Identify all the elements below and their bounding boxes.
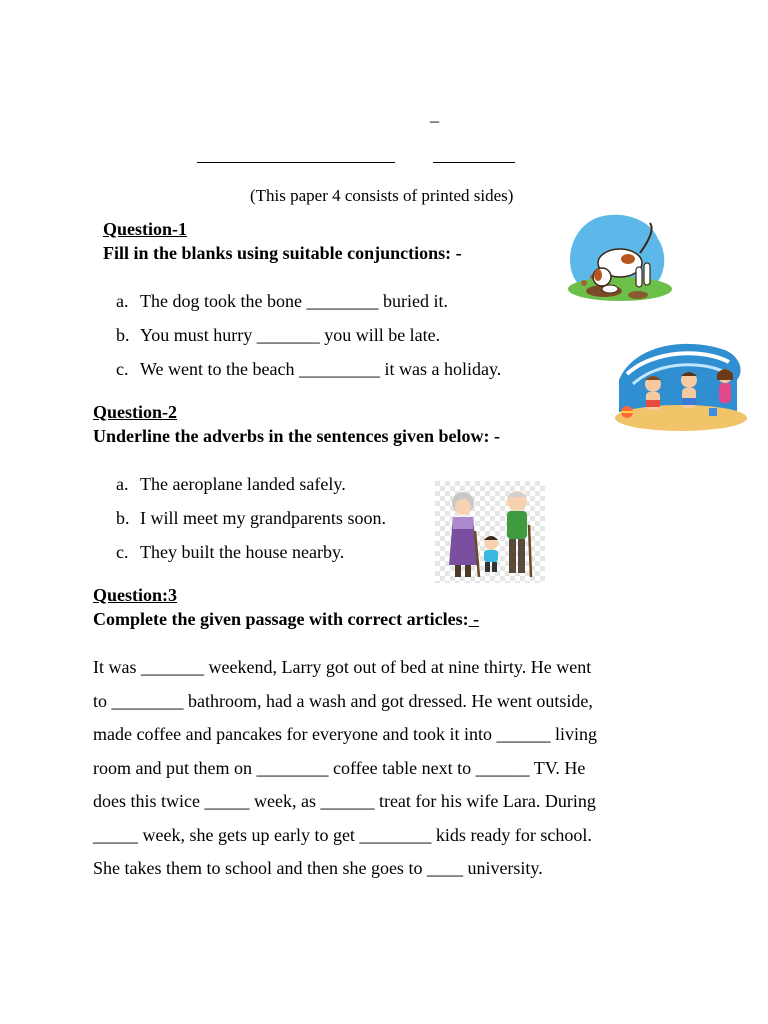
- children-at-beach-illustration: [613, 340, 748, 432]
- item-text: You must hurry _______ you will be late.: [140, 325, 441, 345]
- item-marker: c.: [116, 542, 129, 562]
- passage-line: made coffee and pancakes for everyone and took it into ______ living: [93, 724, 598, 744]
- passage-line: She takes them to school and then she goes to ____ university.: [93, 858, 543, 878]
- item-text: They built the house nearby.: [140, 542, 345, 562]
- item-marker: a.: [116, 291, 129, 311]
- passage-line: does this twice _____ week, as ______ treat for his wife Lara. During: [93, 791, 596, 811]
- passage-line: It was _______ weekend, Larry got out of bed at nine thirty. He went: [93, 657, 592, 677]
- item-marker: b.: [116, 325, 130, 345]
- passage-line: room and put them on ________ coffee table next to ______ TV. He: [93, 758, 586, 778]
- item-marker: b.: [116, 508, 130, 528]
- q1-instruction: Fill in the blanks using suitable conjunctions: -: [103, 243, 462, 263]
- item-text: I will meet my grandparents soon.: [140, 508, 386, 528]
- q3-instruction: [93, 609, 479, 629]
- paper-note: (This paper 4 consists of printed sides): [250, 186, 514, 205]
- q2-instruction: Underline the adverbs in the sentences given below: -: [93, 426, 500, 446]
- q3-instruction-dash: -: [468, 609, 480, 629]
- class-underline: [433, 162, 515, 163]
- item-text: The dog took the bone ________ buried it.: [140, 291, 448, 311]
- passage-line: to ________ bathroom, had a wash and got dressed. He went outside,: [93, 691, 593, 711]
- q3-instruction-text: Complete the given passage with correct articles:: [93, 609, 469, 629]
- q1-heading: Question-1: [103, 219, 188, 239]
- item-text: The aeroplane landed safely.: [140, 474, 346, 494]
- q3-heading: Question:3: [93, 585, 178, 605]
- name-underline: [197, 162, 395, 163]
- passage-line: _____ week, she gets up early to get ________ kids ready for school.: [93, 825, 592, 845]
- item-text: We went to the beach _________ it was a holiday.: [140, 359, 502, 379]
- grandparents-with-child-illustration: [435, 481, 545, 583]
- item-marker: a.: [116, 474, 129, 494]
- q2-heading: Question-2: [93, 402, 178, 422]
- dog-digging-illustration: [564, 213, 674, 305]
- item-marker: c.: [116, 359, 129, 379]
- header-dash: _: [430, 104, 439, 124]
